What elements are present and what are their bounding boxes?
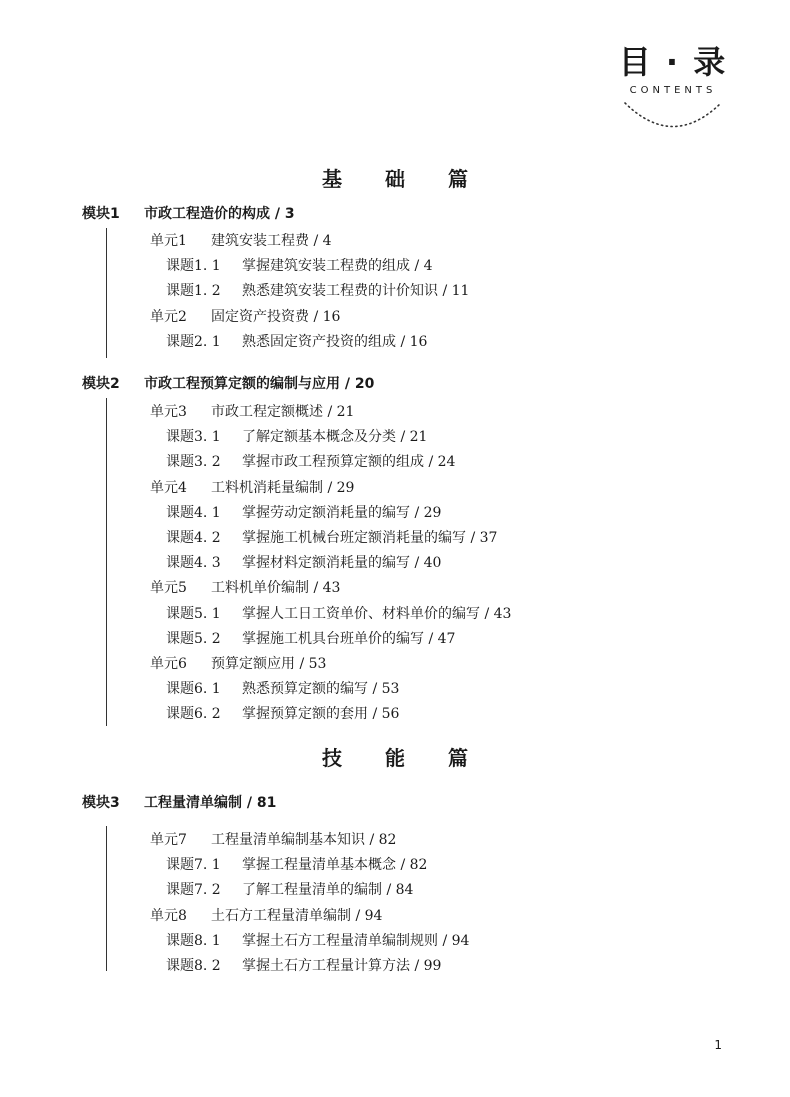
toc-topic-entry[interactable]: [150, 702, 511, 727]
topic-label: 课题6. 2: [166, 706, 221, 723]
toc-unit-entry[interactable]: [150, 305, 469, 330]
topic-title: 熟悉固定资产投资的组成 / 16: [242, 333, 428, 350]
module-heading[interactable]: [82, 793, 276, 813]
toc-topic-entry[interactable]: [150, 330, 469, 355]
toc-topic-entry[interactable]: [150, 425, 511, 450]
topic-title: 掌握人工日工资单价、材料单价的编写 / 43: [242, 605, 512, 622]
topic-title: 掌握劳动定额消耗量的编写 / 29: [242, 504, 442, 521]
module-divider-line: [106, 826, 107, 971]
toc-topic-entry[interactable]: [150, 878, 469, 903]
topic-title: 了解工程量清单的编制 / 84: [242, 882, 414, 899]
module-title: 市政工程预算定额的编制与应用 / 20: [144, 376, 375, 392]
unit-label: 单元1: [150, 233, 187, 249]
unit-title: 预算定额应用 / 53: [211, 655, 327, 672]
topic-label: 课题4. 1: [166, 504, 221, 521]
topic-label: 课题4. 2: [166, 529, 221, 546]
topic-label: 课题8. 1: [166, 932, 221, 949]
topic-title: 熟悉预算定额的编写 / 53: [242, 681, 400, 698]
contents-subtitle: CONTENTS: [629, 85, 717, 96]
module-divider-line: [106, 228, 107, 358]
unit-label: 单元7: [150, 832, 187, 848]
topic-title: 掌握土石方工程量清单编制规则 / 94: [242, 932, 470, 949]
topic-label: 课题8. 2: [166, 957, 221, 974]
section-title-basic: 基 础 篇: [322, 167, 486, 191]
topic-title: 掌握市政工程预算定额的组成 / 24: [242, 454, 456, 471]
unit-title: 土石方工程量清单编制 / 94: [211, 907, 383, 924]
toc-topic-entry[interactable]: [150, 853, 469, 878]
topic-title: 掌握预算定额的套用 / 56: [242, 706, 400, 723]
unit-label: 单元8: [150, 907, 187, 924]
toc-unit-entry[interactable]: [150, 576, 511, 601]
module-label: 模块1: [82, 206, 120, 222]
topic-label: 课题5. 1: [166, 605, 221, 622]
toc-unit-entry[interactable]: [150, 904, 469, 929]
unit-label: 单元3: [150, 404, 187, 420]
module-divider-line: [106, 398, 107, 726]
topic-label: 课题6. 1: [166, 681, 221, 698]
unit-label: 单元2: [150, 308, 187, 325]
toc-topic-entry[interactable]: [150, 677, 511, 702]
module-1-entries: [150, 229, 469, 355]
unit-title: 工料机消耗量编制 / 29: [211, 479, 355, 496]
toc-topic-entry[interactable]: [150, 526, 511, 551]
unit-title: 工程量清单编制基本知识 / 82: [211, 832, 397, 848]
toc-topic-entry[interactable]: [150, 551, 511, 576]
topic-label: 课题4. 3: [166, 555, 221, 572]
toc-topic-entry[interactable]: [150, 627, 511, 652]
topic-label: 课题7. 1: [166, 857, 221, 874]
module-heading[interactable]: [82, 204, 295, 224]
unit-title: 市政工程定额概述 / 21: [211, 404, 355, 420]
toc-topic-entry[interactable]: [150, 929, 469, 954]
topic-title: 掌握土石方工程量计算方法 / 99: [242, 957, 442, 974]
unit-title: 固定资产投资费 / 16: [211, 308, 341, 325]
topic-title: 掌握施工机械台班定额消耗量的编写 / 37: [242, 529, 498, 546]
unit-label: 单元5: [150, 580, 187, 597]
toc-unit-entry[interactable]: [150, 229, 469, 254]
toc-topic-entry[interactable]: [150, 279, 469, 304]
toc-topic-entry[interactable]: [150, 501, 511, 526]
page-number: 1: [714, 1038, 722, 1052]
topic-label: 课题1. 1: [166, 258, 221, 275]
topic-title: 掌握工程量清单基本概念 / 82: [242, 857, 428, 874]
topic-title: 熟悉建筑安装工程费的计价知识 / 11: [242, 283, 470, 300]
module-heading[interactable]: [82, 374, 374, 394]
toc-unit-entry[interactable]: [150, 652, 511, 677]
section-title-skills: 技 能 篇: [322, 746, 486, 770]
topic-label: 课题7. 2: [166, 882, 221, 899]
topic-title: 掌握材料定额消耗量的编写 / 40: [242, 555, 442, 572]
module-2-entries: [150, 400, 511, 727]
module-3-entries: [150, 828, 469, 979]
topic-label: 课题1. 2: [166, 283, 221, 300]
toc-unit-entry[interactable]: [150, 476, 511, 501]
topic-title: 掌握建筑安装工程费的组成 / 4: [242, 258, 433, 275]
toc-unit-entry[interactable]: [150, 400, 511, 425]
unit-label: 单元4: [150, 479, 187, 496]
toc-topic-entry[interactable]: [150, 602, 511, 627]
dotted-arc-ornament: [621, 100, 725, 130]
module-title: 工程量清单编制 / 81: [144, 795, 277, 811]
unit-label: 单元6: [150, 655, 187, 672]
unit-title: 工料机单价编制 / 43: [211, 580, 341, 597]
contents-header: [618, 42, 728, 130]
module-label: 模块2: [82, 376, 120, 392]
topic-label: 课题2. 1: [166, 333, 221, 350]
topic-title: 了解定额基本概念及分类 / 21: [242, 429, 428, 446]
topic-title: 掌握施工机具台班单价的编写 / 47: [242, 630, 456, 647]
toc-topic-entry[interactable]: [150, 254, 469, 279]
module-title: 市政工程造价的构成 / 3: [144, 206, 295, 222]
unit-title: 建筑安装工程费 / 4: [211, 233, 332, 249]
topic-label: 课题3. 1: [166, 429, 221, 446]
toc-unit-entry[interactable]: [150, 828, 469, 853]
toc-topic-entry[interactable]: [150, 954, 469, 979]
topic-label: 课题3. 2: [166, 454, 221, 471]
toc-topic-entry[interactable]: [150, 450, 511, 475]
topic-label: 课题5. 2: [166, 630, 221, 647]
module-label: 模块3: [82, 795, 120, 811]
contents-title: 目 · 录: [618, 43, 728, 81]
